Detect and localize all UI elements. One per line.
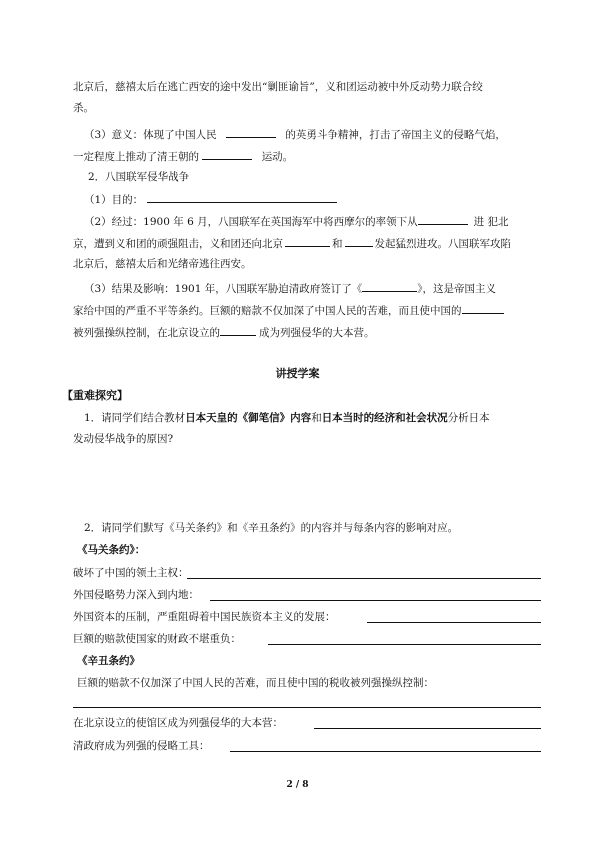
purpose-line bbox=[84, 191, 337, 207]
answer-item: 巨额的赔款不仅加深了中国人民的苦难，而且使中国的税收被列强操纵控制： bbox=[77, 677, 434, 689]
answer-item: 在北京设立的使馆区成为列强侵华的大本营： bbox=[73, 717, 283, 729]
question-1 bbox=[84, 411, 490, 425]
process-line bbox=[84, 213, 508, 229]
answer-item: 破坏了中国的领土主权： bbox=[73, 567, 189, 579]
page-number: 2 / 8 bbox=[286, 780, 309, 790]
process-text: 京，遭到义和团的顽强阻击，义和团还向北京 bbox=[73, 238, 283, 250]
answer-line[interactable] bbox=[230, 751, 541, 752]
result-line bbox=[73, 324, 375, 340]
treaty-title-maguan: 《马关条约》： bbox=[77, 544, 146, 556]
question-2: 2．请同学们默写《马关条约》和《辛丑条约》的内容并与每条内容的影响对应。 bbox=[84, 522, 459, 534]
answer-item: 外国资本的压制，严重阻碍着中国民族资本主义的发展： bbox=[73, 611, 336, 623]
fill-blank[interactable] bbox=[285, 235, 330, 247]
result-text: 家给中国的严重不平等条约。巨额的赔款不仅加深了中国人民的苦难，而且使中国的 bbox=[73, 305, 462, 317]
fill-blank[interactable] bbox=[345, 235, 373, 247]
process-text: 发起猛烈进攻。八国联军攻陷 bbox=[374, 238, 511, 250]
fill-blank[interactable] bbox=[220, 324, 256, 336]
question-text: 1．请同学们结合教材 bbox=[84, 412, 186, 424]
significance-line bbox=[73, 148, 293, 164]
fill-blank[interactable] bbox=[147, 191, 337, 203]
significance-text: （3）意义：体现了中国人民 bbox=[84, 129, 217, 141]
process-text: （2）经过：1900 年 6 月，八国联军在英国海军中将西摩尔的率领下从 bbox=[84, 216, 418, 228]
significance-text: 一定程度上推动了清王朝的 bbox=[73, 151, 199, 163]
answer-item: 外国侵略势力深入到内地： bbox=[73, 589, 199, 601]
answer-item: 巨额的赔款使国家的财政不堪重负： bbox=[73, 633, 241, 645]
explore-header: 【重难探究】 bbox=[62, 389, 128, 402]
question-text: 分析日本 bbox=[447, 412, 490, 424]
paragraph-line: 北京后，慈禧太后在逃亡西安的途中发出“剿匪谕旨”，义和团运动被中外反动势力联合绞 bbox=[73, 81, 483, 93]
result-text: 》，这是帝国主义 bbox=[417, 283, 496, 295]
significance-text: 的英勇斗争精神，打击了帝国主义的侵略气焰， bbox=[285, 129, 506, 141]
question-text: 和 bbox=[311, 412, 322, 424]
section-title: 讲授学案 bbox=[275, 367, 320, 380]
answer-line[interactable] bbox=[314, 728, 541, 729]
significance-text: 运动。 bbox=[261, 151, 294, 163]
answer-line[interactable] bbox=[73, 707, 541, 708]
process-line: 北京后，慈禧太后和光绪帝逃往西安。 bbox=[73, 258, 252, 270]
answer-line[interactable] bbox=[210, 600, 541, 601]
fill-blank[interactable] bbox=[418, 213, 468, 225]
answer-line[interactable] bbox=[187, 578, 541, 579]
answer-line[interactable] bbox=[268, 644, 541, 645]
result-line bbox=[73, 302, 504, 318]
result-text: 成为列强侵华的大本营。 bbox=[259, 327, 375, 339]
question-emphasis: 日本天皇的《御笔信》内容 bbox=[185, 412, 312, 424]
question-1-line2: 发动侵华战争的原因? bbox=[73, 433, 174, 445]
result-text: 被列强操纵控制，在北京设立的 bbox=[73, 327, 220, 339]
fill-blank[interactable] bbox=[362, 280, 417, 292]
section-heading: 2．八国联军侵华战争 bbox=[88, 171, 190, 183]
result-text: （3）结果及影响：1901 年，八国联军胁迫清政府签订了《 bbox=[84, 283, 363, 295]
fill-blank[interactable] bbox=[202, 148, 252, 160]
question-emphasis: 日本当时的经济和社会状况 bbox=[321, 412, 448, 424]
significance-line bbox=[84, 126, 506, 142]
purpose-label: （1）目的： bbox=[84, 194, 144, 206]
answer-item: 清政府成为列强的侵略工具： bbox=[73, 740, 210, 752]
paragraph-line: 杀。 bbox=[73, 102, 94, 114]
process-line bbox=[73, 235, 511, 251]
answer-line[interactable] bbox=[367, 622, 541, 623]
result-line bbox=[84, 280, 496, 296]
process-text: 和 bbox=[332, 238, 343, 250]
process-text: 进 犯北 bbox=[473, 216, 509, 228]
fill-blank[interactable] bbox=[226, 126, 276, 138]
treaty-title-xinchou: 《辛丑条约》 bbox=[77, 655, 140, 667]
fill-blank[interactable] bbox=[462, 302, 504, 314]
